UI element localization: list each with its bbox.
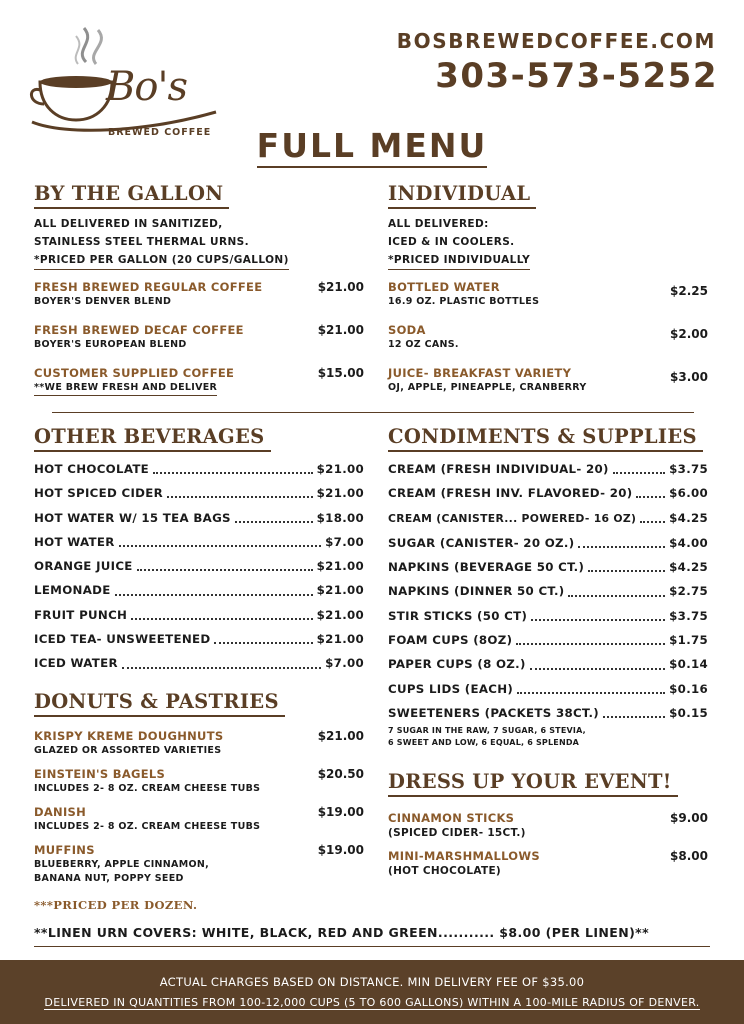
- list-item: [388, 701, 708, 725]
- list-item-price: $21.00: [316, 583, 364, 598]
- menu-item-price: $19.00: [317, 843, 364, 857]
- list-item: [34, 481, 364, 505]
- list-item: [388, 457, 708, 481]
- list-item: [388, 531, 708, 555]
- list-item-name: HOT SPICED CIDER: [34, 486, 163, 501]
- pricing-note: *PRICED PER GALLON (20 CUPS/GALLON): [34, 251, 289, 270]
- menu-item-price: $19.00: [317, 805, 364, 819]
- list-item: [388, 604, 708, 628]
- pricing-note: *PRICED INDIVIDUALLY: [388, 251, 530, 270]
- list-item-price: $7.00: [325, 534, 364, 549]
- list-item: [34, 627, 364, 651]
- menu-item-name: KRISPY KREME DOUGHNUTS: [34, 729, 224, 743]
- list-item-price: $18.00: [316, 510, 364, 525]
- list-item-name: ORANGE JUICE: [34, 559, 133, 574]
- menu-item: [34, 280, 364, 309]
- section-note: STAINLESS STEEL THERMAL URNS.: [34, 236, 249, 248]
- menu-item-desc: GLAZED OR ASSORTED VARIETIES: [34, 745, 222, 756]
- menu-item-price: $21.00: [317, 323, 364, 337]
- dot-leader: [214, 642, 312, 644]
- list-item-name: HOT WATER W/ 15 TEA BAGS: [34, 510, 231, 525]
- menu-item-name: CUSTOMER SUPPLIED COFFEE: [34, 366, 235, 380]
- page-title-text: FULL MENU: [257, 126, 488, 168]
- list-item-price: $3.75: [669, 462, 708, 476]
- dot-leader: [640, 521, 665, 523]
- section-note: ALL DELIVERED IN SANITIZED,: [34, 218, 223, 230]
- section-by-the-gallon: [34, 181, 364, 396]
- menu-item-name: CINNAMON STICKS: [388, 811, 515, 825]
- list-item-price: $0.15: [669, 705, 708, 720]
- menu-item-name: MINI-MARSHMALLOWS: [388, 849, 540, 863]
- section-condiments: [388, 424, 708, 749]
- section-heading: DRESS UP YOUR EVENT!: [388, 769, 678, 797]
- menu-item: [388, 366, 708, 395]
- section-divider: [52, 412, 694, 413]
- list-item-price: $21.00: [316, 559, 364, 574]
- menu-item-price: $20.50: [317, 767, 364, 781]
- list-item: [388, 506, 708, 531]
- linen-underline: [34, 946, 710, 947]
- menu-item: [34, 767, 364, 796]
- section-heading: DONUTS & PASTRIES: [34, 689, 285, 717]
- list-item-price: $21.00: [316, 486, 364, 501]
- list-item-name: CREAM (FRESH INDIVIDUAL- 20): [388, 462, 609, 476]
- list-item-price: $4.00: [669, 535, 708, 550]
- list-item: [34, 506, 364, 530]
- list-item-name: NAPKINS (DINNER 50 CT.): [388, 584, 565, 599]
- list-item-price: $2.75: [669, 584, 708, 599]
- list-item-name: NAPKINS (BEVERAGE 50 CT.): [388, 560, 585, 575]
- list-item-name: HOT CHOCOLATE: [34, 462, 150, 476]
- list-item-name: STIR STICKS (50 CT): [388, 608, 528, 623]
- section-individual: [388, 181, 708, 395]
- dot-leader: [531, 619, 665, 621]
- section-heading: BY THE GALLON: [34, 181, 229, 209]
- sweetener-note: 6 SWEET AND LOW, 6 EQUAL, 6 SPLENDA: [388, 738, 580, 748]
- dot-leader: [137, 569, 313, 571]
- menu-item: [388, 323, 708, 352]
- section-note: ALL DELIVERED:: [388, 218, 489, 230]
- menu-item: [34, 805, 364, 834]
- list-item-price: $21.00: [316, 607, 364, 622]
- menu-item-desc: BOYER'S DENVER BLEND: [34, 296, 172, 307]
- menu-item: [34, 729, 364, 758]
- list-item-name: ICED WATER: [34, 656, 118, 671]
- footer-delivery-text: DELIVERED IN QUANTITIES FROM 100-12,000 CUPS (5 TO 600 GALLONS) WITHIN A 100-MILE RADIUS OF DENVER.: [44, 996, 700, 1009]
- list-item-name: CREAM (FRESH INV. FLAVORED- 20): [388, 486, 633, 501]
- menu-item-desc: BOYER'S EUROPEAN BLEND: [34, 339, 187, 350]
- logo-subtitle: BREWED COFFEE: [108, 127, 212, 138]
- menu-item-desc: 12 OZ CANS.: [388, 339, 459, 350]
- menu-item: [34, 843, 364, 886]
- page-title: [0, 126, 744, 168]
- menu-item-desc: BLUEBERRY, APPLE CINNAMON,: [34, 859, 210, 870]
- dot-leader: [131, 618, 312, 620]
- menu-item-price: $2.25: [670, 284, 708, 298]
- list-item: [388, 628, 708, 652]
- menu-item-name: DANISH: [34, 805, 87, 819]
- dot-leader: [588, 570, 665, 572]
- list-item-price: $1.75: [669, 633, 708, 648]
- menu-item: [34, 323, 364, 352]
- website-link[interactable]: BOSBREWEDCOFFEE.COM: [396, 29, 716, 53]
- section-heading: CONDIMENTS & SUPPLIES: [388, 424, 703, 452]
- footer-line-charges: ACTUAL CHARGES BASED ON DISTANCE. MIN DELIVERY FEE OF $35.00: [159, 975, 585, 989]
- list-item-name: ICED TEA- UNSWEETENED: [34, 632, 211, 647]
- menu-item-desc: (SPICED CIDER- 15CT.): [388, 827, 526, 839]
- menu-item-desc: 16.9 OZ. PLASTIC BOTTLES: [388, 296, 540, 307]
- dot-leader: [530, 668, 666, 670]
- list-item: [34, 603, 364, 627]
- list-item-price: $0.14: [669, 657, 708, 672]
- phone-number[interactable]: 303-573-5252: [435, 56, 718, 96]
- list-item-price: $21.00: [316, 632, 364, 647]
- menu-item-desc: **WE BREW FRESH AND DELIVER: [34, 381, 217, 396]
- menu-item-price: $15.00: [317, 366, 364, 380]
- list-item: [388, 481, 708, 505]
- dot-leader: [603, 716, 665, 718]
- menu-item-price: $21.00: [317, 280, 364, 294]
- list-item-name: PAPER CUPS (8 OZ.): [388, 657, 526, 672]
- menu-item-name: SODA: [388, 323, 426, 337]
- dot-leader: [115, 594, 313, 596]
- dot-leader: [122, 667, 321, 669]
- list-item-price: $6.00: [669, 486, 708, 501]
- list-item: [388, 579, 708, 603]
- section-heading: INDIVIDUAL: [388, 181, 536, 209]
- dot-leader: [517, 692, 665, 694]
- list-item-name: HOT WATER: [34, 534, 115, 549]
- list-item-name: CUPS LIDS (EACH): [388, 681, 514, 696]
- brand-logo: [26, 24, 226, 136]
- list-item: [34, 578, 364, 602]
- menu-item-name: BOTTLED WATER: [388, 280, 500, 294]
- section-note: ICED & IN COOLERS.: [388, 236, 515, 248]
- list-item: [34, 651, 364, 675]
- menu-item-price: $9.00: [670, 811, 708, 825]
- section-dress-up: [388, 769, 708, 878]
- section-other-beverages: [34, 424, 364, 676]
- list-item: [388, 677, 708, 701]
- list-item: [34, 457, 364, 481]
- list-item-name: SWEETENERS (PACKETS 38CT.): [388, 705, 599, 720]
- dot-leader: [568, 595, 665, 597]
- menu-item-name: EINSTEIN'S BAGELS: [34, 767, 166, 781]
- menu-item-desc: (HOT CHOCOLATE): [388, 865, 502, 877]
- menu-item-desc: INCLUDES 2- 8 OZ. CREAM CHEESE TUBS: [34, 821, 261, 832]
- list-item-name: SUGAR (CANISTER- 20 OZ.): [388, 535, 575, 550]
- list-item-name: FRUIT PUNCH: [34, 607, 128, 622]
- footer-banner: [0, 960, 744, 1024]
- list-item: [388, 555, 708, 579]
- section-heading: OTHER BEVERAGES: [34, 424, 271, 452]
- dot-leader: [167, 496, 313, 498]
- dot-leader: [153, 472, 313, 474]
- menu-item-name: FRESH BREWED DECAF COFFEE: [34, 323, 244, 337]
- dot-leader: [613, 472, 665, 474]
- menu-item-price: $3.00: [670, 370, 708, 384]
- list-item-name: FOAM CUPS (8OZ): [388, 633, 513, 648]
- sweetener-note: 7 SUGAR IN THE RAW, 7 SUGAR, 6 STEVIA,: [388, 726, 586, 736]
- list-item-price: $21.00: [316, 462, 364, 476]
- dot-leader: [578, 546, 665, 548]
- list-item-price: $0.16: [669, 681, 708, 696]
- list-item-price: $4.25: [669, 510, 708, 525]
- list-item: [388, 652, 708, 676]
- logo-wordmark: Bo's: [106, 64, 187, 110]
- list-item-price: $3.75: [669, 608, 708, 623]
- menu-item-name: MUFFINS: [34, 843, 95, 857]
- dot-leader: [119, 545, 322, 547]
- list-item-name: LEMONADE: [34, 583, 111, 598]
- menu-item: [388, 280, 708, 309]
- dot-leader: [516, 643, 665, 645]
- list-item: [34, 530, 364, 554]
- menu-item-desc: INCLUDES 2- 8 OZ. CREAM CHEESE TUBS: [34, 783, 261, 794]
- list-item-price: $7.00: [325, 656, 364, 671]
- menu-item-desc: BANANA NUT, POPPY SEED: [34, 873, 184, 884]
- menu-item-price: $21.00: [317, 729, 364, 743]
- menu-item-name: FRESH BREWED REGULAR COFFEE: [34, 280, 263, 294]
- menu-item-name: JUICE- BREAKFAST VARIETY: [388, 366, 572, 380]
- menu-item: [388, 811, 708, 840]
- list-item-name: CREAM (CANISTER... POWERED- 16 OZ): [388, 511, 637, 525]
- section-donuts-pastries: [34, 689, 364, 912]
- menu-item-desc: OJ, APPLE, PINEAPPLE, CRANBERRY: [388, 382, 587, 393]
- linen-note: **LINEN URN COVERS: WHITE, BLACK, RED AND GREEN........... $8.00 (PER LINEN)**: [34, 925, 650, 940]
- footer-line-delivery: [0, 996, 744, 1009]
- dot-leader: [235, 521, 313, 523]
- list-item: [34, 554, 364, 578]
- menu-item-price: $2.00: [670, 327, 708, 341]
- menu-item-price: $8.00: [670, 849, 708, 863]
- list-item-price: $4.25: [669, 560, 708, 575]
- menu-item: [34, 366, 364, 396]
- pricing-note: ***PRICED PER DOZEN.: [34, 898, 198, 912]
- dot-leader: [636, 496, 665, 498]
- menu-item: [388, 849, 708, 878]
